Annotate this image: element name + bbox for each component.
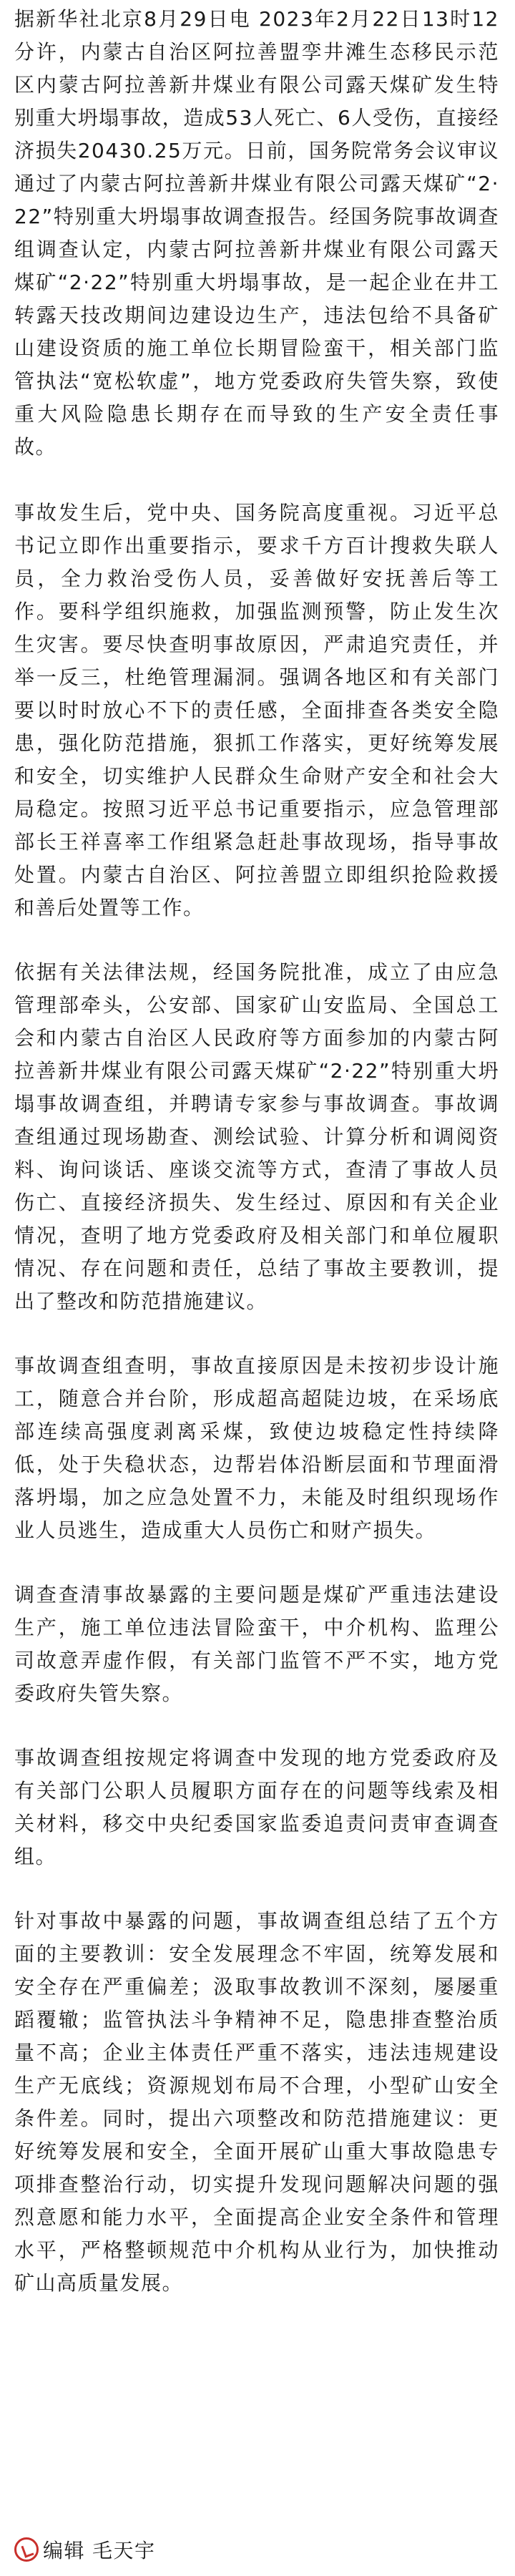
article-paragraph-6: 事故调查组按规定将调查中发现的地方党委政府及有关部门公职人员履职方面存在的问题等线索及相关材料，移交中央纪委国家监委追责问责审查调查组。 [14, 1746, 499, 1868]
article-paragraph-4: 事故调查组查明，事故直接原因是未按初步设计施工，随意合并台阶，形成超高超陡边坡，在采场底部连续高强度剥离采煤，致使边坡稳定性持续降低，处于失稳状态，边帮岩体沿断层面和节理面滑落坍塌，加之应急处置不力，未能及时组织现场作业人员逃生，造成重大人员伤亡和财产损失。 [14, 1354, 499, 1542]
editor-name: 毛天宇 [92, 2539, 156, 2562]
editor-label: 编辑 [43, 2539, 86, 2562]
editor-credit [14, 2532, 156, 2567]
seal-logo-icon [14, 2537, 39, 2562]
article-paragraph-2: 事故发生后，党中央、国务院高度重视。习近平总书记立即作出重要指示，要求千方百计搜救失联人员，全力救治受伤人员，妥善做好安抚善后等工作。要科学组织施救，加强监测预警，防止发生次生灾害。要尽快查明事故原因，严肃追究责任，并举一反三，杜绝管理漏洞。强调各地区和有关部门要以时时放心不下的责任感，全面排查各类安全隐患，强化防范措施，狠抓工作落实，更好统筹发展和安全，切实维护人民群众生命财产安全和社会大局稳定。按照习近平总书记重要指示，应急管理部部长王祥喜率工作组紧急赶赴事故现场，指导事故处置。内蒙古自治区、阿拉善盟立即组织抢险救援和善后处置等工作。 [14, 501, 499, 919]
article-paragraph-3: 依据有关法律法规，经国务院批准，成立了由应急管理部牵头，公安部、国家矿山安监局、全国总工会和内蒙古自治区人民政府等方面参加的内蒙古阿拉善新井煤业有限公司露天煤矿“2·22”特别重大坍塌事故调查组，并聘请专家参与事故调查。事故调查组通过现场勘查、测绘试验、计算分析和调阅资料、询问谈话、座谈交流等方式，查清了事故人员伤亡、直接经济损失、发生经过、原因和有关企业情况，查明了地方党委政府及相关部门和单位履职情况、存在问题和责任，总结了事故主要教训，提出了整改和防范措施建议。 [14, 960, 499, 1313]
article-paragraph-5: 调查查清事故暴露的主要问题是煤矿严重违法建设生产，施工单位违法冒险蛮干，中介机构、监理公司故意弄虚作假，有关部门监管不严不实，地方党委政府失管失察。 [14, 1583, 499, 1705]
article-paragraph-1: 据新华社北京8月29日电 2023年2月22日13时12分许，内蒙古自治区阿拉善盟孪井滩生态移民示范区内蒙古阿拉善新井煤业有限公司露天煤矿发生特别重大坍塌事故，造成53人死亡、6人受伤，直接经济损失20430.25万元。日前，国务院常务会议审议通过了内蒙古阿拉善新井煤业有限公司露天煤矿“2·22”特别重大坍塌事故调查报告。经国务院事故调查组调查认定，内蒙古阿拉善新井煤业有限公司露天煤矿“2·22”特别重大坍塌事故，是一起企业在井工转露天技改期间边建设边生产，违法包给不具备矿山建设资质的施工单位长期冒险蛮干，相关部门监管执法“宽松软虚”，地方党委政府失管失察，致使重大风险隐患长期存在而导致的生产安全责任事故。 [14, 7, 499, 459]
article-paragraph-7: 针对事故中暴露的问题，事故调查组总结了五个方面的主要教训：安全发展理念不牢固，统筹发展和安全存在严重偏差；汲取事故教训不深刻，屡屡重蹈覆辙；监管执法斗争精神不足，隐患排查整治质量不高；企业主体责任严重不落实，违法违规建设生产无底线；资源规划布局不合理，小型矿山安全条件差。同时，提出六项整改和防范措施建议：更好统筹发展和安全，全面开展矿山重大事故隐患专项排查整治行动，切实提升发现问题解决问题的强烈意愿和能力水平，全面提高企业安全条件和管理水平，严格整顿规范中介机构从业行为，加快推动矿山高质量发展。 [14, 1909, 499, 2295]
